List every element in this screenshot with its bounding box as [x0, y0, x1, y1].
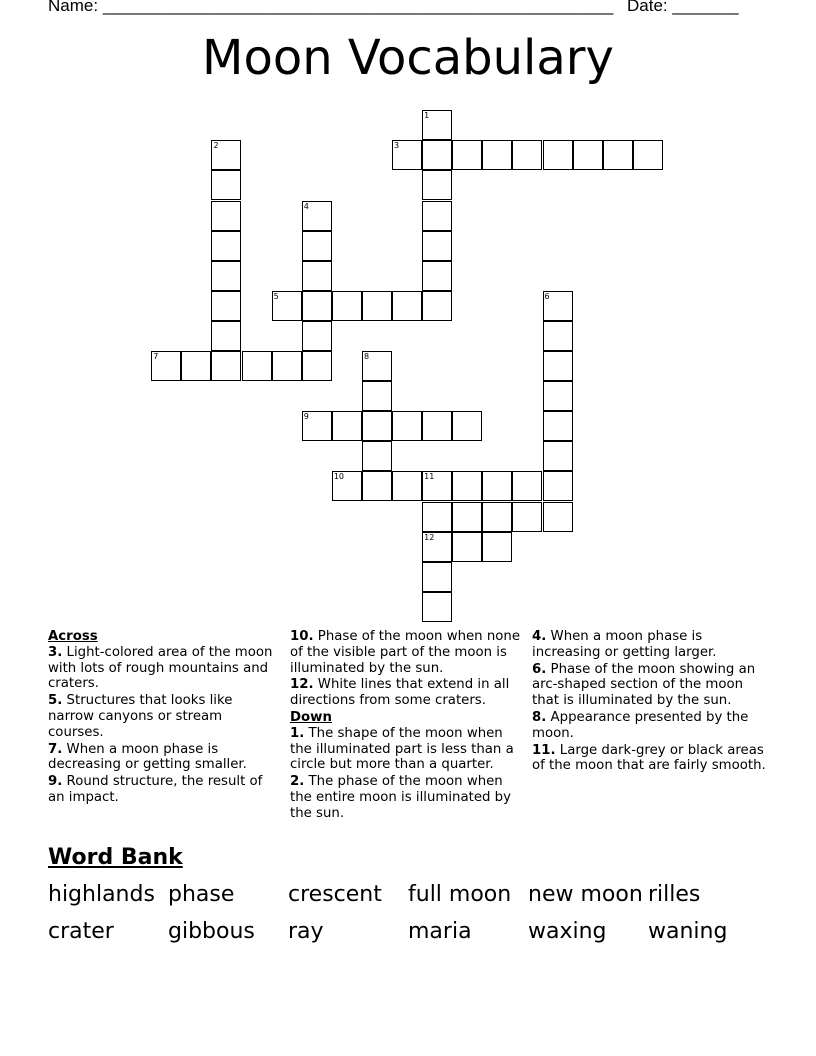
- crossword-cell[interactable]: [272, 291, 302, 321]
- date-label: Date:: [627, 0, 668, 15]
- clue-across-5: 5. Structures that looks like narrow canyons or stream courses.: [48, 693, 233, 740]
- crossword-cell[interactable]: [633, 140, 663, 170]
- crossword-cell[interactable]: [543, 411, 573, 441]
- crossword-cell[interactable]: [422, 140, 452, 170]
- crossword-cell[interactable]: [332, 471, 362, 501]
- clue-number: 11: [424, 472, 435, 482]
- crossword-cell[interactable]: [211, 351, 241, 381]
- crossword-cell[interactable]: [211, 321, 241, 351]
- crossword-cell[interactable]: [422, 170, 452, 200]
- crossword-cell[interactable]: [151, 351, 181, 381]
- crossword-cell[interactable]: [452, 502, 482, 532]
- crossword-cell[interactable]: [452, 471, 482, 501]
- crossword-cell[interactable]: [543, 140, 573, 170]
- crossword-cell[interactable]: [422, 291, 452, 321]
- crossword-cell[interactable]: [362, 441, 392, 471]
- clue-down-11: 11. Large dark-grey or black areas of the moon that are fairly smooth.: [532, 742, 766, 774]
- crossword-cell[interactable]: [302, 351, 332, 381]
- crossword-cell[interactable]: [302, 321, 332, 351]
- crossword-cell[interactable]: [302, 411, 332, 441]
- clue-number: 3: [394, 141, 400, 151]
- crossword-cell[interactable]: [362, 381, 392, 411]
- crossword-cell[interactable]: [211, 170, 241, 200]
- crossword-cell[interactable]: [543, 351, 573, 381]
- crossword-cell[interactable]: [422, 502, 452, 532]
- clues-column-2: [290, 629, 525, 823]
- crossword-cell[interactable]: [211, 201, 241, 231]
- crossword-cell[interactable]: [512, 140, 542, 170]
- crossword-cell[interactable]: [422, 411, 452, 441]
- word-bank-word: waxing: [528, 919, 607, 944]
- crossword-cell[interactable]: [512, 502, 542, 532]
- clue-number: 5: [273, 291, 279, 301]
- page-title: Moon Vocabulary: [202, 30, 614, 86]
- clues-column-1: [48, 629, 273, 807]
- name-field: [48, 0, 613, 16]
- crossword-cell[interactable]: [543, 471, 573, 501]
- clue-number: 10: [333, 472, 345, 482]
- clue-number: 4: [303, 201, 309, 211]
- clue-down-6: 6. Phase of the moon showing an arc-shaped section of the moon that is illuminated by the sun.: [532, 661, 756, 709]
- down-heading: Down: [290, 709, 332, 725]
- crossword-cell[interactable]: [211, 291, 241, 321]
- word-bank-word: phase: [168, 882, 235, 907]
- word-bank-word: rilles: [648, 882, 701, 907]
- crossword-cell[interactable]: [362, 351, 392, 381]
- crossword-cell[interactable]: [482, 471, 512, 501]
- crossword-cell[interactable]: [543, 291, 573, 321]
- name-label: Name:: [48, 0, 99, 15]
- crossword-cell[interactable]: [422, 201, 452, 231]
- clue-down-4: 4. When a moon phase is increasing or getting larger.: [532, 629, 717, 660]
- crossword-cell[interactable]: [392, 411, 422, 441]
- word-bank-word: crescent: [288, 882, 382, 907]
- clues-column-3: [532, 629, 772, 775]
- clue-down-2: 2. The phase of the moon when the entire moon is illuminated by the sun.: [290, 774, 511, 821]
- clue-across-9: 9. Round structure, the result of an impact.: [48, 774, 263, 805]
- crossword-cell[interactable]: [482, 532, 512, 562]
- word-bank-word: new moon: [528, 882, 643, 907]
- clue-down-8: 8. Appearance presented by the moon.: [532, 709, 749, 741]
- crossword-cell[interactable]: [422, 471, 452, 501]
- crossword-cell[interactable]: [422, 592, 452, 622]
- clue-across-10: 10. Phase of the moon when none of the visible part of the moon is illuminated by the sun.: [290, 629, 521, 676]
- crossword-cell[interactable]: [211, 231, 241, 261]
- word-bank-title: Word Bank: [48, 845, 183, 870]
- crossword-cell[interactable]: [302, 201, 332, 231]
- word-bank-word: maria: [408, 919, 472, 944]
- crossword-cell[interactable]: [543, 321, 573, 351]
- crossword-cell[interactable]: [603, 140, 633, 170]
- crossword-cell[interactable]: [452, 140, 482, 170]
- crossword-cell[interactable]: [392, 140, 422, 170]
- word-bank-word: waning: [648, 919, 728, 944]
- clue-across-3: 3. Light-colored area of the moon with lots of rough mountains and craters.: [48, 644, 273, 692]
- crossword-cell[interactable]: [482, 502, 512, 532]
- word-bank-word: gibbous: [168, 919, 255, 944]
- crossword-cell[interactable]: [482, 140, 512, 170]
- crossword-cell[interactable]: [211, 261, 241, 291]
- clue-number: 7: [153, 352, 159, 362]
- clue-number: 2: [213, 141, 219, 151]
- clue-across-7: 7. When a moon phase is decreasing or getting smaller.: [48, 741, 247, 773]
- crossword-cell[interactable]: [302, 291, 332, 321]
- crossword-cell[interactable]: [392, 471, 422, 501]
- crossword-cell[interactable]: [211, 140, 241, 170]
- crossword-cell[interactable]: [332, 291, 362, 321]
- crossword-cell[interactable]: [543, 502, 573, 532]
- crossword-cell[interactable]: [422, 231, 452, 261]
- crossword-cell[interactable]: [543, 441, 573, 471]
- crossword-cell[interactable]: [422, 110, 452, 140]
- clue-number: 9: [303, 412, 309, 422]
- date-field: [627, 0, 739, 16]
- crossword-cell[interactable]: [452, 411, 482, 441]
- word-bank-word: full moon: [408, 882, 512, 907]
- word-bank-word: ray: [288, 919, 324, 944]
- crossword-cell[interactable]: [332, 411, 362, 441]
- crossword-cell[interactable]: [181, 351, 211, 381]
- name-blank[interactable]: ______________________________________________________: [102, 0, 614, 15]
- crossword-cell[interactable]: [422, 532, 452, 562]
- clue-number: 6: [544, 291, 550, 301]
- clue-across-12: 12. White lines that extend in all directions from some craters.: [290, 677, 510, 709]
- crossword-cell[interactable]: [452, 532, 482, 562]
- crossword-cell[interactable]: [512, 471, 542, 501]
- word-bank-word: highlands: [48, 882, 155, 907]
- clue-number: 8: [363, 352, 370, 362]
- crossword-cell[interactable]: [362, 471, 392, 501]
- crossword-cell[interactable]: [362, 411, 392, 441]
- clue-down-1: 1. The shape of the moon when the illuminated part is less than a circle but more than a quarter.: [290, 725, 514, 773]
- word-bank-word: crater: [48, 919, 114, 944]
- crossword-cell[interactable]: [302, 231, 332, 261]
- crossword-cell[interactable]: [362, 291, 392, 321]
- crossword-cell[interactable]: [573, 140, 603, 170]
- clue-number: 12: [424, 532, 435, 542]
- crossword-cell[interactable]: [272, 351, 302, 381]
- clue-number: 1: [424, 111, 430, 121]
- crossword-cell[interactable]: [242, 351, 272, 381]
- crossword-cell[interactable]: [392, 291, 422, 321]
- crossword-cell[interactable]: [422, 562, 452, 592]
- date-blank[interactable]: _______: [672, 0, 739, 15]
- crossword-cell[interactable]: [422, 261, 452, 291]
- across-heading: Across: [48, 629, 98, 644]
- crossword-cell[interactable]: [543, 381, 573, 411]
- crossword-cell[interactable]: [302, 261, 332, 291]
